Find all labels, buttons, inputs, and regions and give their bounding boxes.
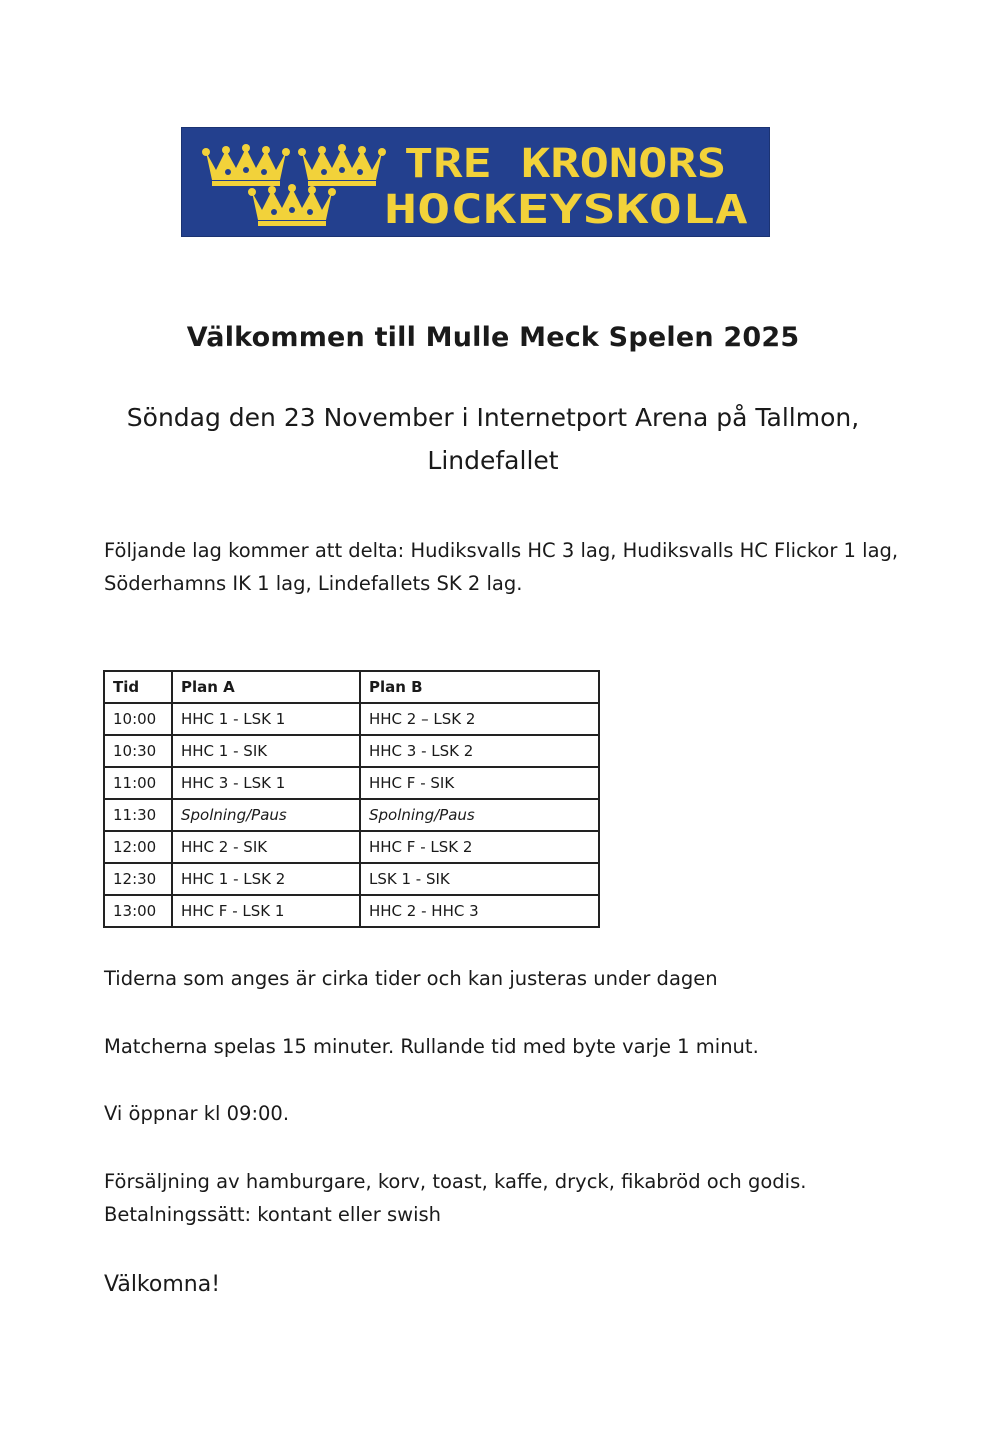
times-note: Tiderna som anges är cirka tider och kan justeras under dagen xyxy=(104,967,718,990)
cell-plan-b: HHC 3 - LSK 2 xyxy=(360,735,599,767)
cell-time: 11:00 xyxy=(104,767,172,799)
table-header-row xyxy=(104,671,599,703)
cell-time: 12:00 xyxy=(104,831,172,863)
table-row xyxy=(104,895,599,927)
match-info: Matcherna spelas 15 minuter. Rullande tid med byte varje 1 minut. xyxy=(104,1035,759,1058)
cell-plan-b: LSK 1 - SIK xyxy=(360,863,599,895)
cell-plan-a: HHC 1 - SIK xyxy=(172,735,360,767)
cell-time: 12:30 xyxy=(104,863,172,895)
sales-info xyxy=(104,1165,904,1231)
logo-line-2: HOCKEYSKOLA xyxy=(384,187,748,233)
table-row xyxy=(104,735,599,767)
event-date-location xyxy=(90,396,896,482)
cell-time: 10:30 xyxy=(104,735,172,767)
sales-line: Försäljning av hamburgare, korv, toast, kaffe, dryck, fikabröd och godis. xyxy=(104,1170,807,1193)
cell-plan-a: HHC F - LSK 1 xyxy=(172,895,360,927)
participants-line: Söderhamns IK 1 lag, Lindefallets SK 2 lag. xyxy=(104,572,523,595)
payment-line: Betalningssätt: kontant eller swish xyxy=(104,1203,442,1226)
cell-plan-a: HHC 1 - LSK 2 xyxy=(172,863,360,895)
opening-time: Vi öppnar kl 09:00. xyxy=(104,1102,290,1125)
crown-icon xyxy=(298,144,386,186)
subtitle-line: Söndag den 23 November i Internetport Arena på Tallmon, xyxy=(126,403,860,432)
schedule-table xyxy=(103,670,600,928)
participants-paragraph xyxy=(104,534,904,600)
column-header-plan-b: Plan B xyxy=(360,671,599,703)
tre-kronors-hockeyskola-logo xyxy=(181,127,770,237)
participants-line: Följande lag kommer att delta: Hudiksvalls HC 3 lag, Hudiksvalls HC Flickor 1 lag, xyxy=(104,539,899,562)
column-header-plan-a: Plan A xyxy=(172,671,360,703)
cell-plan-b: HHC 2 – LSK 2 xyxy=(360,703,599,735)
column-header-time: Tid xyxy=(104,671,172,703)
cell-time: 11:30 xyxy=(104,799,172,831)
cell-plan-b: HHC F - LSK 2 xyxy=(360,831,599,863)
table-row xyxy=(104,767,599,799)
cell-plan-a: HHC 3 - LSK 1 xyxy=(172,767,360,799)
page-title: Välkommen till Mulle Meck Spelen 2025 xyxy=(186,322,800,353)
subtitle-line: Lindefallet xyxy=(427,446,559,475)
cell-plan-a: HHC 2 - SIK xyxy=(172,831,360,863)
cell-time: 10:00 xyxy=(104,703,172,735)
welcome-text: Välkomna! xyxy=(104,1272,221,1297)
logo-line-1: TRE KRONORS xyxy=(404,141,726,187)
cell-plan-b: HHC F - SIK xyxy=(360,767,599,799)
crown-icon xyxy=(202,144,290,186)
cell-plan-b: HHC 2 - HHC 3 xyxy=(360,895,599,927)
cell-time: 13:00 xyxy=(104,895,172,927)
table-row xyxy=(104,831,599,863)
cell-plan-b: Spolning/Paus xyxy=(360,799,599,831)
cell-plan-a: HHC 1 - LSK 1 xyxy=(172,703,360,735)
crown-icon xyxy=(248,184,336,226)
table-row xyxy=(104,703,599,735)
table-row xyxy=(104,863,599,895)
table-row xyxy=(104,799,599,831)
cell-plan-a: Spolning/Paus xyxy=(172,799,360,831)
